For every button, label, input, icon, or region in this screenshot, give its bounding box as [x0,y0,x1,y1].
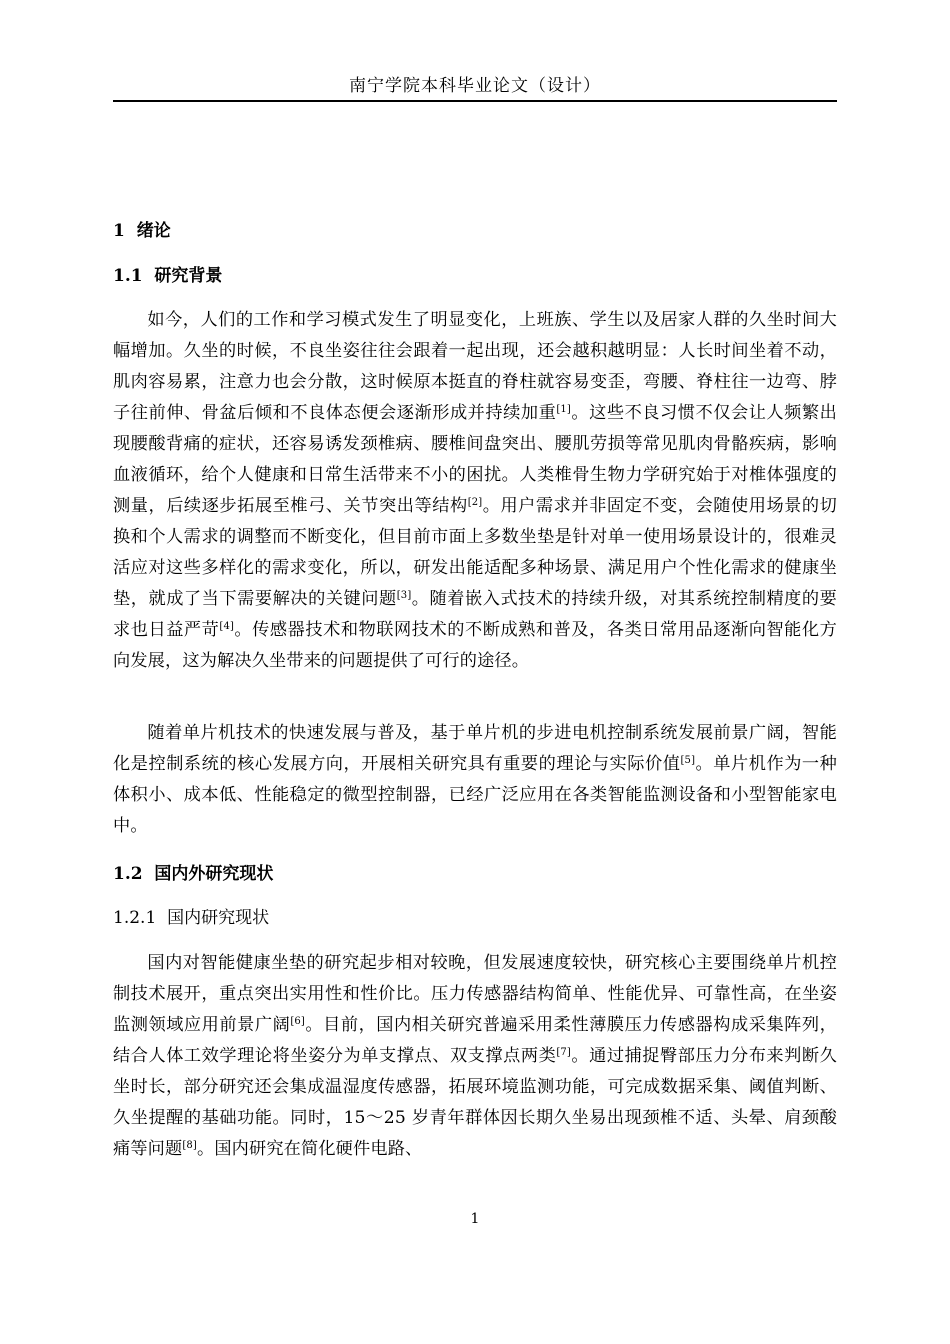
chapter-number: 1 [113,221,125,241]
chapter-title: 绪论 [136,221,171,241]
section-heading-1-1 [113,264,222,288]
citation-ref: [7] [556,1047,571,1058]
citation-ref: [3] [396,590,412,601]
section-heading-1-2 [113,862,273,886]
section-number: 1.2 [113,864,143,884]
header-rule [113,100,837,102]
citation-ref: [5] [680,755,696,766]
paragraph-background-2: 随着单片机技术的快速发展与普及，基于单片机的步进电机控制系统发展前景广阔，智能化是控制系统的核心发展方向，开展相关研究具有重要的理论与实际价值[5]。单片机作为一种体积小、成本低、性能稳定的微型控制器，已经广泛应用在各类智能监测设备和小型智能家电中。 [113,723,837,836]
section-title: 研究背景 [154,266,223,286]
paragraph-domestic-research: 国内对智能健康坐垫的研究起步相对较晚，但发展速度较快，研究核心主要围绕单片机控制技术展开，重点突出实用性和性价比。压力传感器结构简单、性能优异、可靠性高，在坐姿监测领域应用前景广阔[6]。目前，国内相关研究普遍采用柔性薄膜压力传感器构成采集阵列，结合人体工效学理论将坐姿分为单支撑点、双支撑点两类[7]。通过捕捉臀部压力分布来判断久坐时长，部分研究还会集成温湿度传感器，拓展环境监测功能，可完成数据采集、阈值判断、久坐提醒的基础功能。同时，15～25 岁青年群体因长期久坐易出现颈椎不适、头晕、肩颈酸痛等问题[8]。国内研究在简化硬件电路、 [113,953,837,1159]
page-number: 1 [470,1211,480,1227]
subsection-number: 1.2.1 [113,908,157,928]
citation-ref: [2] [467,497,483,508]
chapter-heading [113,219,171,243]
citation-ref: [6] [290,1016,305,1027]
section-number: 1.1 [113,266,143,286]
subsection-title: 国内研究现状 [167,908,270,928]
paragraph-background-1: 如今，人们的工作和学习模式发生了明显变化，上班族、学生以及居家人群的久坐时间大幅增加。久坐的时候，不良坐姿往往会跟着一起出现，还会越积越明显：人长时间坐着不动，肌肉容易累，注意力也会分散，这时候原本挺直的脊柱就容易变歪，弯腰、脊柱往一边弯、脖子往前伸、骨盆后倾和不良体态便会逐渐形成并持续加重[1]。这些不良习惯不仅会让人频繁出现腰酸背痛的症状，还容易诱发颈椎病、腰椎间盘突出、腰肌劳损等常见肌肉骨骼疾病，影响血液循环，给个人健康和日常生活带来不小的困扰。人类椎骨生物力学研究始于对椎体强度的测量，后续逐步拓展至椎弓、关节突出等结构[2]。用户需求并非固定不变，会随使用场景的切换和个人需求的调整而不断变化，但目前市面上多数坐垫是针对单一使用场景设计的，很难灵活应对这些多样化的需求变化，所以，研发出能适配多种场景、满足用户个性化需求的健康坐垫，就成了当下需要解决的关键问题[3]。随着嵌入式技术的持续升级，对其系统控制精度的要求也日益严苛[4]。传感器技术和物联网技术的不断成熟和普及，各类日常用品逐渐向智能化方向发展，这为解决久坐带来的问题提供了可行的途径。 [113,310,837,671]
page-header: 南宁学院本科毕业论文（设计） [349,76,601,96]
section-title: 国内外研究现状 [154,864,274,884]
citation-ref: [1] [556,404,571,415]
subsection-heading-1-2-1 [113,906,269,930]
citation-ref: [4] [219,621,235,632]
citation-ref: [8] [182,1140,197,1151]
